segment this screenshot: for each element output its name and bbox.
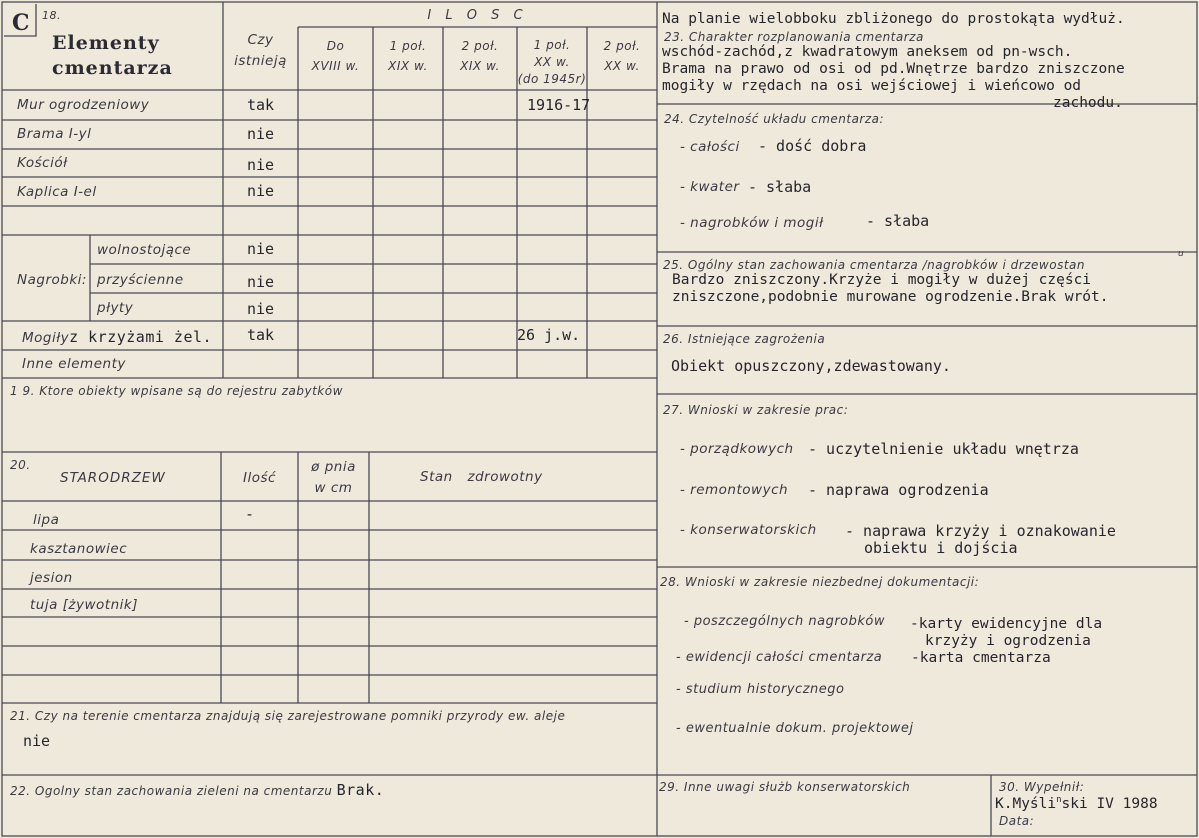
sec27-item-remontowych-label: - remontowych (680, 482, 789, 498)
col-2-xx-l2: XX w. (604, 59, 640, 73)
sec23-typed-line2: wschód-zachód,z kwadratowym aneksem od pn-wsch. (662, 44, 1073, 60)
sec27-item-konserwatorskich-value2: obiektu i dojścia (864, 539, 1018, 557)
sec25-line2: zniszczone,podobnie murowane ogrodzenie.Brak wrót. (672, 289, 1109, 305)
row-mogily-label (22, 330, 212, 346)
row-brama-label: Brama I-yl (17, 126, 92, 142)
sec25-label: 25. Ogólny stan zachowania cmentarza /nagrobków i drzewostan (663, 258, 1085, 272)
sec30-date-label: Data: (999, 814, 1035, 828)
sec24-item-nagrobkow-label: - nagrobków i mogił (680, 215, 824, 231)
sec27-item-konserwatorskich-value: - naprawa krzyży i oznakowanie (845, 522, 1116, 540)
row-mogily-value: tak (246, 326, 275, 344)
sec27-item-remontowych-value: - naprawa ogrodzenia (808, 481, 989, 499)
col-do-xviii-l2: XVIII w. (311, 59, 360, 73)
sec27-item-konserwatorskich-label: - konserwatorskich (680, 522, 817, 538)
sec28-item-studium-label: - studium historycznego (676, 682, 845, 697)
sec23-typed-line3: Brama na prawo od osi od pd.Wnętrze bardzo zniszczone (662, 61, 1125, 77)
sec28-item-projektowej-label: - ewentualnie dokum. projektowej (676, 721, 914, 736)
row-wolnostojace-label: wolnostojące (97, 242, 192, 258)
sec30-sup: n (1056, 795, 1062, 805)
row-mur-extra: 1916-17 (527, 96, 591, 114)
sec24-item-calosci-value: - dość dobra (758, 137, 867, 155)
row-mogily-label-printed: Mogiły (22, 330, 70, 346)
section-18-number: 18. (42, 9, 61, 22)
section-22-label-text: 22. Ogolny stan zachowania zieleni na cmentarzu (10, 784, 333, 798)
row-mogily-extra: 26 j.w. (517, 326, 581, 344)
col-pnia-l1: ø pnia (311, 459, 356, 475)
sec28-item-nagrobkow-value: -karty ewidencyjne dla (910, 616, 1103, 632)
sec24-label: 24. Czytelność układu cmentarza: (664, 112, 885, 126)
tree-row-lipa: lipa (33, 512, 60, 528)
col-1-xix-l2: XIX w. (388, 59, 428, 73)
col-1-xx-l2: XX w. (534, 55, 570, 69)
row-przyscienne-label: przyścienne (97, 272, 184, 288)
section-21-answer: nie (23, 732, 51, 750)
section-20-number: 20. (10, 458, 31, 472)
section-22-label (10, 783, 384, 798)
sec24-item-kwater-value: - słaba (748, 178, 812, 196)
sec28-item-nagrobkow-label: - poszczególnych nagrobków (684, 614, 885, 629)
row-inne-label: Inne elementy (22, 356, 126, 372)
sec27-label: 27. Wnioski w zakresie prac: (663, 403, 849, 417)
row-wolnostojace-value: nie (246, 240, 275, 258)
sec23-typed-line4: mogiły w rzędach na osi wejściowej i wieńcowo od (662, 78, 1082, 94)
col-do-xviii-l1: Do (326, 39, 345, 53)
row-mogily-label-typed: z krzyżami żel. (69, 328, 213, 346)
sec29-label: 29. Inne uwagi służb konserwatorskich (659, 780, 911, 794)
sec26-value: Obiekt opuszczony,zdewastowany. (671, 357, 951, 375)
row-plyty-label: płyty (97, 300, 134, 316)
starodrzew-header: STARODRZEW (60, 470, 166, 486)
col-pnia-l2: w cm (314, 480, 353, 496)
sec23-label: 23. Charakter rozplanowania cmentarza (664, 30, 924, 44)
sec28-item-nagrobkow-value2: krzyży i ogrodzenia (925, 633, 1091, 649)
sec25-superscript: u (1178, 249, 1185, 259)
title-line-1: Elementy (52, 32, 160, 54)
sec27-item-porzadkowych-value: - uczytelnienie układu wnętrza (808, 440, 1079, 458)
col-2-xix-l2: XIX w. (460, 59, 500, 73)
tree-row-tuja: tuja [żywotnik] (30, 597, 138, 613)
row-mur-label: Mur ogrodzeniowy (17, 97, 150, 113)
col-2-xix-l1: 2 poł. (461, 39, 499, 53)
row-brama-value: nie (246, 125, 275, 143)
section-19-label: 1 9. Ktore obiekty wpisane są do rejestru zabytków (10, 384, 343, 398)
col-1-xx-l3: (do 1945r) (517, 72, 587, 86)
col-czy-istnieja-l2: istnieją (234, 53, 287, 69)
row-kaplica-label: Kaplica I-el (17, 184, 97, 200)
row-kosciol-value: nie (246, 156, 275, 174)
col-2-xx-l1: 2 poł. (603, 39, 641, 53)
corner-letter: C (12, 10, 30, 36)
sec30-author (995, 796, 1158, 811)
tree-row-jesion: jesion (30, 570, 73, 586)
row-kosciol-label: Kościół (17, 155, 68, 171)
tree-row-kasztanowiec: kasztanowiec (30, 541, 128, 557)
col-stan-zdrowotny: Stan zdrowotny (420, 469, 543, 485)
sec24-item-nagrobkow-value: - słaba (866, 212, 930, 230)
row-mur-value: tak (246, 96, 275, 114)
ilosc-header: I L O S C (427, 8, 528, 23)
col-1-xix-l1: 1 poł. (389, 39, 427, 53)
tree-row-lipa-ilosc: - (245, 505, 255, 523)
nagrobki-label: Nagrobki: (17, 272, 87, 288)
sec30-label: 30. Wypełnił: (999, 780, 1085, 794)
sec28-label: 28. Wnioski w zakresie niezbednej dokumentacji: (660, 575, 980, 589)
sec24-item-calosci-label: - całości (680, 139, 740, 155)
col-ilosc: Ilość (243, 470, 276, 486)
section-22-answer: Brak. (336, 781, 385, 799)
sec23-typed-line5: zachodu. (1053, 95, 1123, 111)
sec25-line1: Bardzo zniszczony.Krzyże i mogiły w dużej części (672, 272, 1092, 288)
sec23-typed-line1: Na planie wielobboku zbliżonego do prostokąta wydłuż. (662, 11, 1125, 27)
sec30-name: K.Myśli (995, 795, 1057, 812)
section-21-label: 21. Czy na terenie cmentarza znajdują się zarejestrowane pomniki przyrody ew. aleje (10, 709, 566, 723)
col-czy-istnieja-l1: Czy (247, 32, 274, 48)
sec26-label: 26. Istniejące zagrożenia (663, 332, 826, 346)
row-przyscienne-value: nie (246, 273, 275, 291)
sec27-item-porzadkowych-label: - porządkowych (680, 441, 794, 457)
row-kaplica-value: nie (246, 182, 275, 200)
sec28-item-calosci-label: - ewidencji całości cmentarza (676, 650, 883, 665)
sec30-rest: ski IV 1988 (1061, 795, 1158, 812)
row-plyty-value: nie (246, 300, 275, 318)
sec28-item-calosci-value: -karta cmentarza (911, 650, 1051, 666)
sec24-item-kwater-label: - kwater (680, 179, 740, 195)
col-1-xx-l1: 1 poł. (533, 38, 571, 52)
title-line-2: cmentarza (52, 57, 173, 79)
